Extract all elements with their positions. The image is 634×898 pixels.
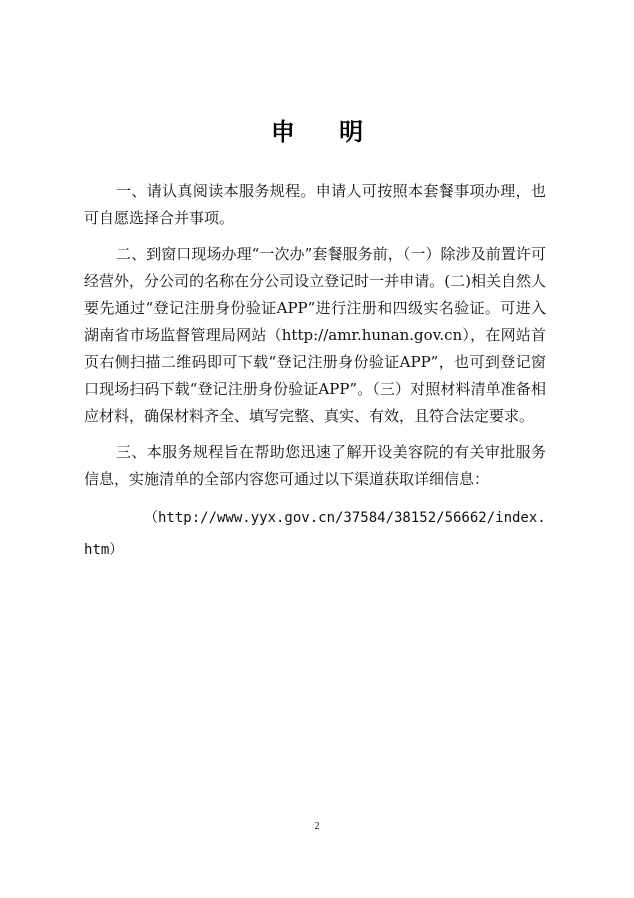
paragraph-2: 二、到窗口现场办理“一次办”套餐服务前，（一）除涉及前置许可经营外，分公司的名称在分公司设立登记时一并申请。(二)相关自然人要先通过“登记注册身份验证APP”进行注册和四级实名验证。可进入湖南省市场监督管理局网站（http://amr.hunan.gov.cn），在网站首页右侧扫描二维码即可下载“登记注册身份验证APP”，也可到登记窗口现场扫码下载“登记注册身份验证APP”。（三）对照材料清单准备相应材料，确保材料齐全、填写完整、真实、有效，且符合法定要求。	[84, 245, 546, 425]
page-title: 申 明	[270, 117, 382, 146]
page-number: 2	[314, 821, 320, 832]
paragraph-3: 三、本服务规程旨在帮助您迅速了解开设美容院的有关审批服务信息，实施清单的全部内容您可通过以下渠道获取详细信息：	[84, 443, 546, 488]
info-url: （http://www.yyx.gov.cn/37584/38152/56662/index.htm）	[84, 510, 546, 558]
body-text	[84, 178, 546, 566]
paragraph-1: 一、请认真阅读本服务规程。申请人可按照本套餐事项办理，也可自愿选择合并事项。	[84, 182, 546, 227]
